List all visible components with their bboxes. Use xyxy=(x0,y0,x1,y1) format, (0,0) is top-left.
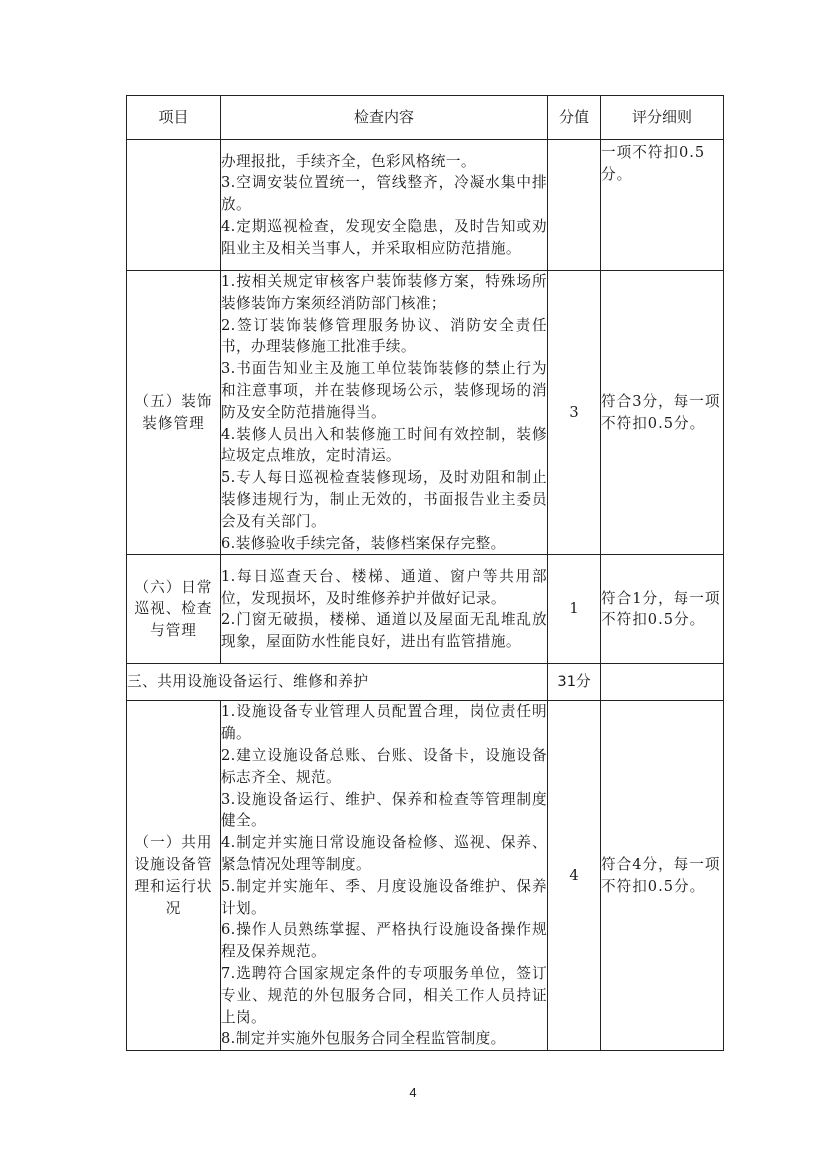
header-content: 检查内容 xyxy=(221,96,548,140)
content-line: 5.专人每日巡视检查装修现场，及时劝阻和制止装修违规行为，制止无效的，书面报告业主委员会及有关部门。 xyxy=(221,469,547,530)
content-line: 6.操作人员熟练掌握、严格执行设施设备操作规程及保养规范。 xyxy=(221,921,547,961)
row-rule: 符合4分，每一项不符扣0.5分。 xyxy=(601,701,724,1051)
row-rule: 一项不符扣0.5分。 xyxy=(601,140,724,271)
row-item xyxy=(127,140,221,271)
row-score: 4 xyxy=(548,701,601,1051)
row-score: 3 xyxy=(548,271,601,555)
row-rule: 符合3分，每一项不符扣0.5分。 xyxy=(601,271,724,555)
row-content xyxy=(221,140,548,271)
content-line: 2.建立设施设备总账、台账、设备卡，设施设备标志齐全、规范。 xyxy=(221,746,547,786)
content-line: 2.门窗无破损，楼梯、通道以及屋面无乱堆乱放现象，屋面防水性能良好，进出有监管措施。 xyxy=(221,611,547,651)
content-line: 3.书面告知业主及施工单位装饰装修的禁止行为和注意事项，并在装修现场公示，装修现场的消防及安全防范措施得当。 xyxy=(221,360,547,421)
page-number: 4 xyxy=(409,1085,417,1100)
table-row xyxy=(127,701,724,1051)
content-line: 3.设施设备运行、维护、保养和检查等管理制度健全。 xyxy=(221,790,547,830)
row-content xyxy=(221,271,548,555)
section-title: 三、共用设施设备运行、维修和养护 xyxy=(127,664,548,701)
inspection-table xyxy=(126,95,724,1051)
row-item: （五）装饰装修管理 xyxy=(127,271,221,555)
content-line: 7.选聘符合国家规定条件的专项服务单位，签订专业、规范的外包服务合同，相关工作人员持证上岗。 xyxy=(221,964,547,1026)
section-empty xyxy=(601,664,724,701)
row-item: （一）共用设施设备管理和运行状况 xyxy=(127,701,221,1051)
row-item: （六）日常巡视、检查与管理 xyxy=(127,555,221,664)
content-line: 4.定期巡视检查，发现安全隐患，及时告知或劝阻业主及相关当事人，并采取相应防范措施。 xyxy=(221,217,547,257)
row-score xyxy=(548,140,601,271)
section-score: 31分 xyxy=(548,664,601,701)
content-line: 办理报批，手续齐全，色彩风格统一。 xyxy=(221,152,476,170)
content-line: 1.设施设备专业管理人员配置合理，岗位责任明确。 xyxy=(221,703,547,743)
table-header-row xyxy=(127,96,724,140)
content-line: 8.制定并实施外包服务合同全程监管制度。 xyxy=(221,1030,506,1048)
table-row xyxy=(127,271,724,555)
row-content xyxy=(221,701,548,1051)
header-rule: 评分细则 xyxy=(601,96,724,140)
table-row xyxy=(127,140,724,271)
content-line: 6.装修验收手续完备，装修档案保存完整。 xyxy=(221,534,506,552)
section-row xyxy=(127,664,724,701)
header-score: 分值 xyxy=(548,96,601,140)
header-item: 项目 xyxy=(127,96,221,140)
content-line: 1.按相关规定审核客户装饰装修方案，特殊场所装修装饰方案须经消防部门核准； xyxy=(221,273,547,312)
content-line: 4.装修人员出入和装修施工时间有效控制，装修垃圾定点堆放，定时清运。 xyxy=(221,425,547,465)
table-row xyxy=(127,555,724,664)
row-content xyxy=(221,555,548,664)
row-rule: 符合1分，每一项不符扣0.5分。 xyxy=(601,555,724,664)
content-line: 4.制定并实施日常设施设备检修、巡视、保养、紧急情况处理等制度。 xyxy=(221,834,547,873)
content-line: 2.签订装饰装修管理服务协议、消防安全责任书，办理装修施工批准手续。 xyxy=(221,316,547,356)
content-line: 3.空调安装位置统一，管线整齐，冷凝水集中排放。 xyxy=(221,174,547,214)
content-line: 5.制定并实施年、季、月度设施设备维护、保养计划。 xyxy=(221,877,547,917)
row-score: 1 xyxy=(548,555,601,664)
content-line: 1.每日巡查天台、楼梯、通道、窗户等共用部位，发现损坏，及时维修养护并做好记录。 xyxy=(221,567,547,607)
